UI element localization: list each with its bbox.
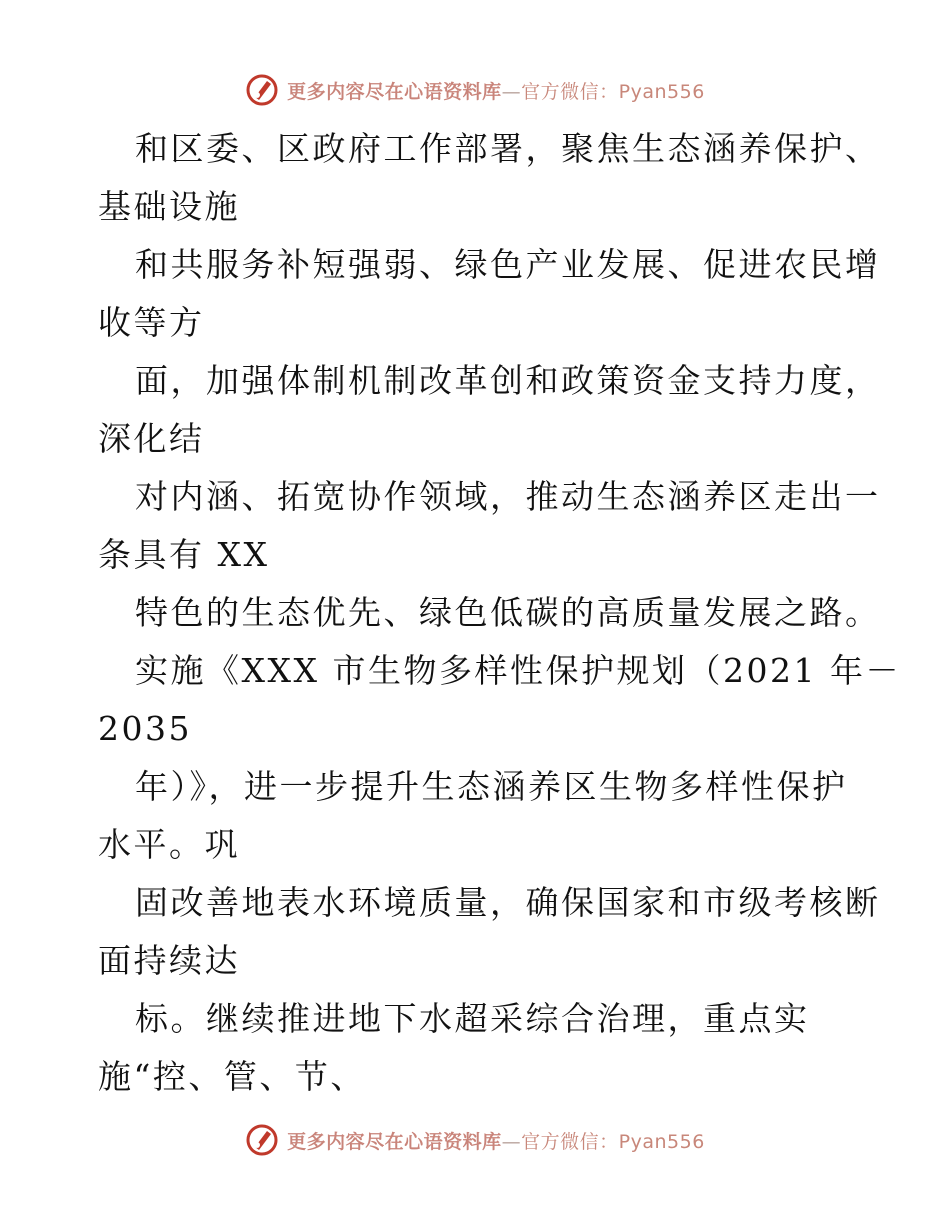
header-watermark <box>0 70 950 110</box>
watermark-main: 更多内容尽在心语资料库 <box>287 80 502 103</box>
text-line: 2035 <box>98 709 192 748</box>
text-line: 条具有 XX <box>98 535 270 574</box>
watermark-separator: — <box>501 80 522 103</box>
text-line: 对内涵、拓宽协作领域，推动生态涵养区走出一 <box>135 477 881 516</box>
text-line: 年）》，进一步提升生态涵养区生物多样性保护 <box>135 767 848 806</box>
text-line: 深化结 <box>98 419 205 458</box>
text-line: 施“控、管、节、 <box>98 1057 366 1096</box>
text-line: 基础设施 <box>98 187 240 226</box>
watermark-text <box>287 1127 705 1154</box>
watermark-wechat: 官方微信：Pyan556 <box>521 1130 705 1153</box>
text-line: 收等方 <box>98 303 205 342</box>
pen-seal-icon <box>245 1123 279 1157</box>
document-body <box>98 120 901 1106</box>
text-line: 特色的生态优先、绿色低碳的高质量发展之路。 <box>135 593 881 632</box>
pen-seal-icon <box>245 73 279 107</box>
text-line: 面，加强体制机制改革创和政策资金支持力度， <box>135 361 881 400</box>
text-line: 固改善地表水环境质量，确保国家和市级考核断 <box>135 883 881 922</box>
text-line: 和区委、区政府工作部署，聚焦生态涵养保护、 <box>135 129 881 168</box>
watermark-wechat: 官方微信：Pyan556 <box>521 80 705 103</box>
watermark-separator: — <box>501 1130 522 1153</box>
text-line: 面持续达 <box>98 941 240 980</box>
text-line: 标。继续推进地下水超采综合治理，重点实 <box>135 999 810 1038</box>
text-line: 实施《XXX 市生物多样性保护规划（2021 年－ <box>135 651 901 690</box>
watermark-text <box>287 77 705 104</box>
text-line: 和共服务补短强弱、绿色产业发展、促进农民增 <box>135 245 881 284</box>
text-line: 水平。巩 <box>98 825 240 864</box>
watermark-main: 更多内容尽在心语资料库 <box>287 1130 502 1153</box>
footer-watermark <box>0 1120 950 1160</box>
